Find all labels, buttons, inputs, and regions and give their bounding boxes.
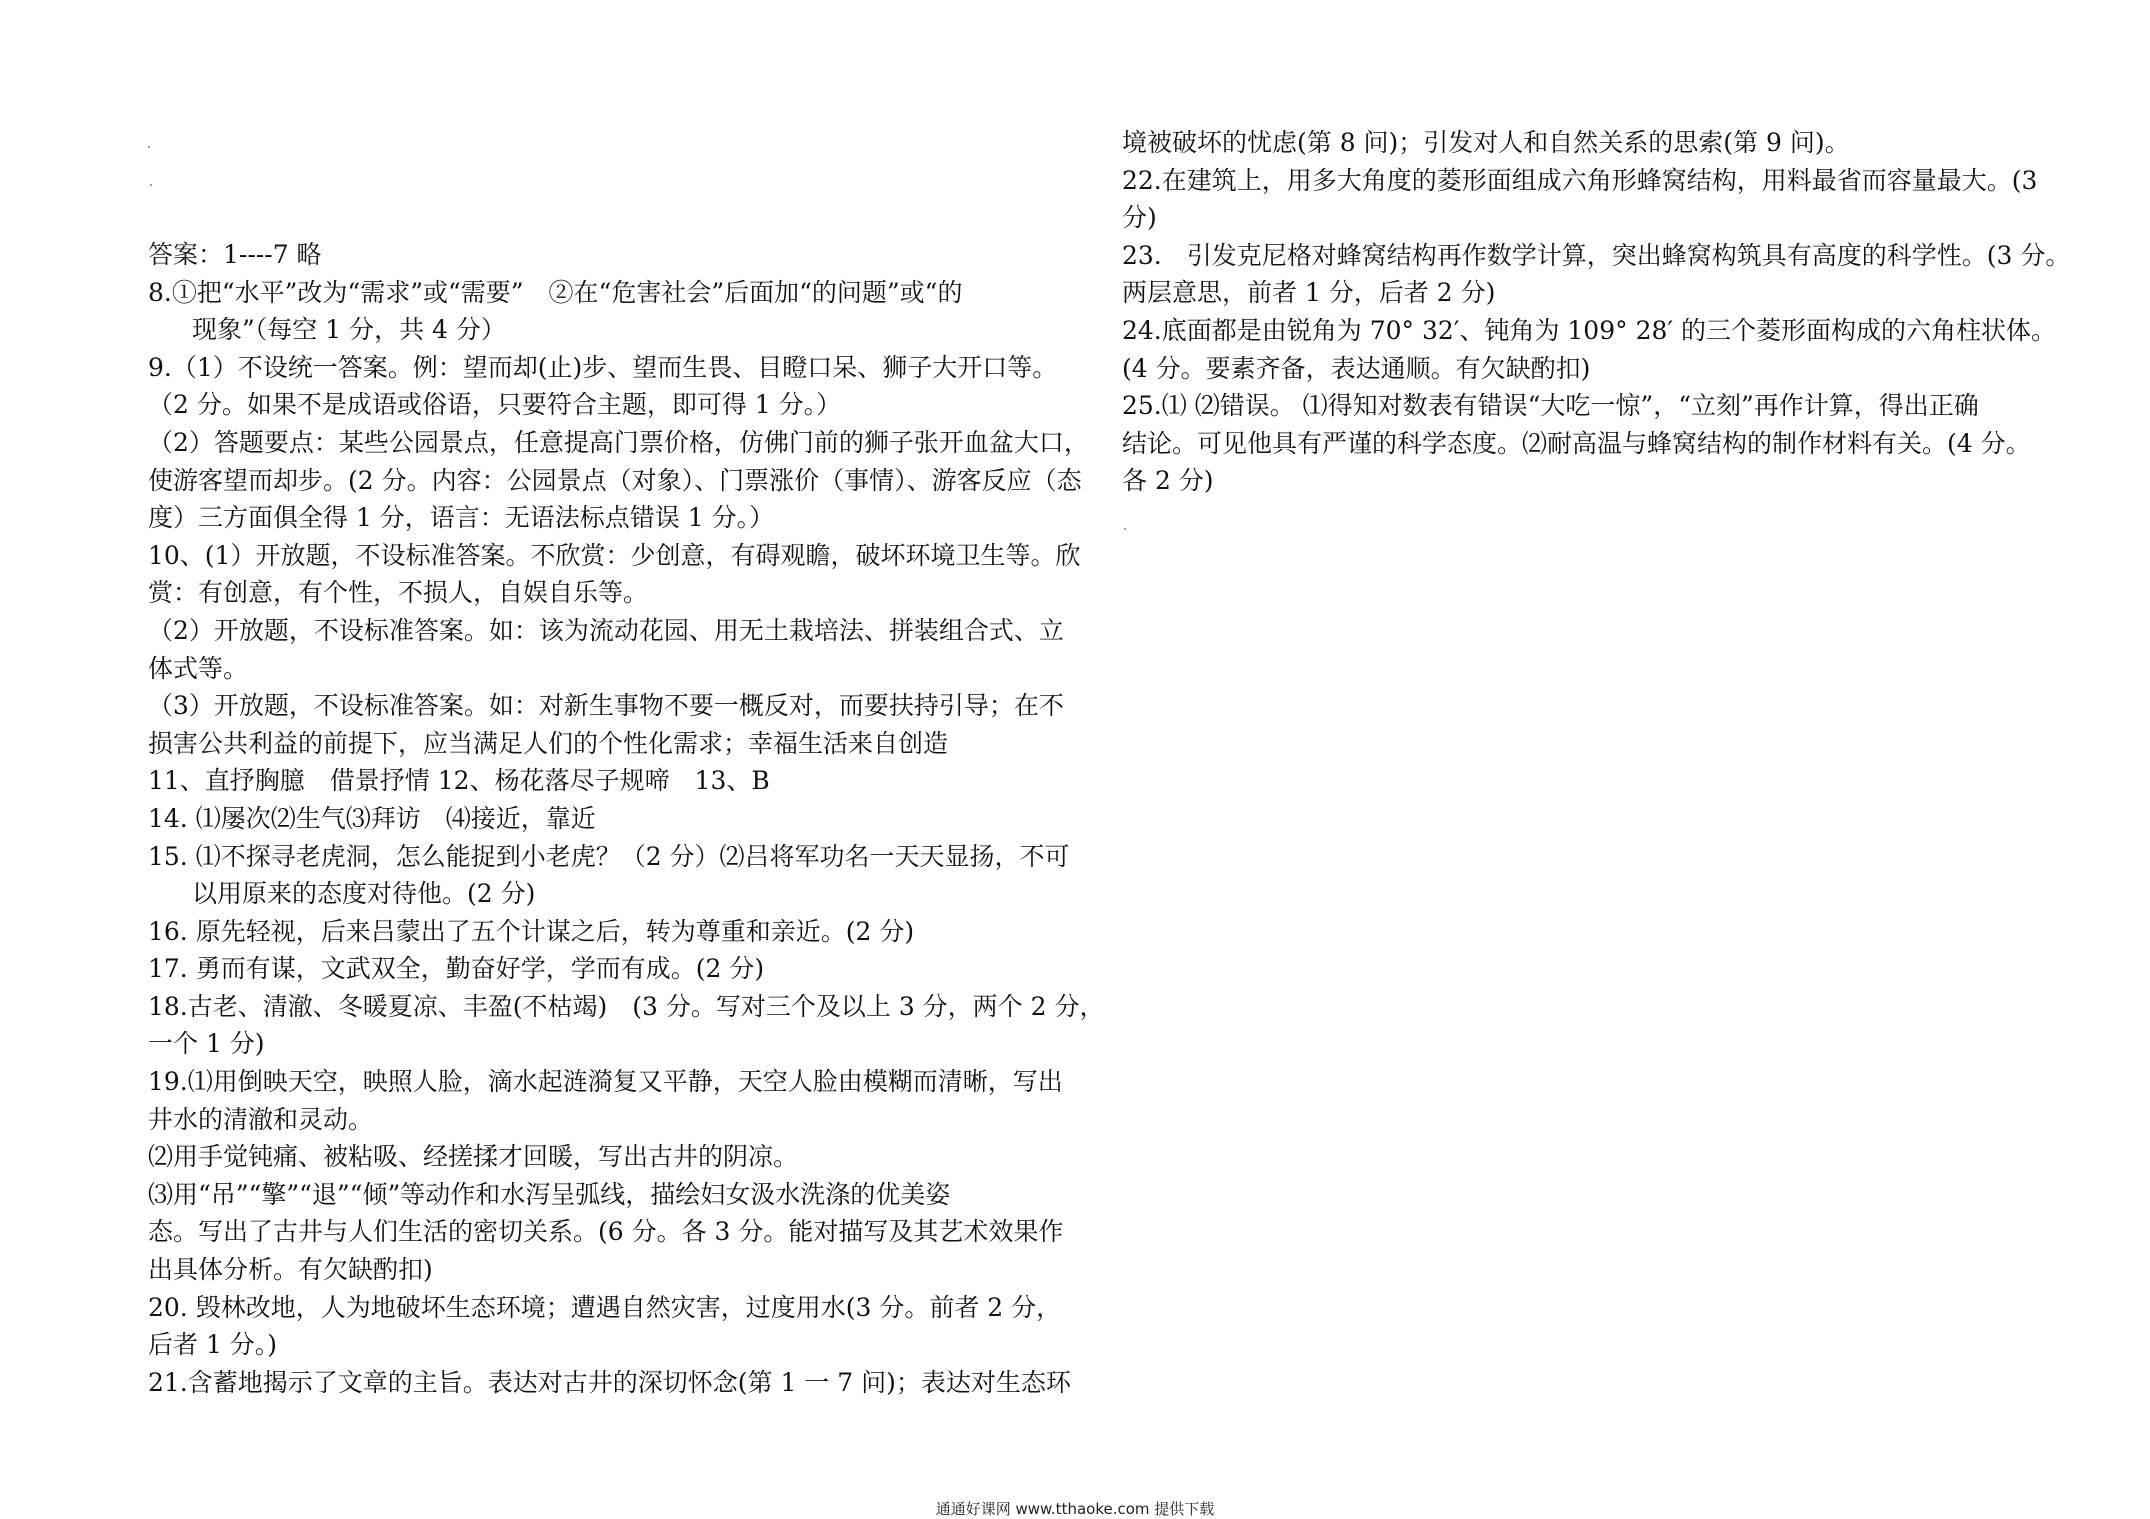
answer-line: 损害公共利益的前提下，应当满足人们的个性化需求；幸福生活来自创造 xyxy=(148,728,949,758)
answer-line: 9.（1）不设统一答案。例：望而却(止)步、望而生畏、目瞪口呆、狮子大开口等。 xyxy=(148,352,1058,382)
answer-line: 分) xyxy=(1122,203,1157,233)
answer-line: 16. 原先轻视，后来吕蒙出了五个计谋之后，转为尊重和亲近。(2 分) xyxy=(148,916,915,946)
answer-line: 17. 勇而有谋，文武双全，勤奋好学，学而有成。(2 分) xyxy=(148,954,765,984)
answer-line: 井水的清澈和灵动。 xyxy=(148,1104,374,1134)
answer-line: 出具体分析。有欠缺酌扣) xyxy=(148,1255,433,1285)
answer-line: (4 分。要素齐备，表达通顺。有欠缺酌扣) xyxy=(1122,353,1591,383)
page-footer: 通通好课网 www.tthaoke.com 提供下载 xyxy=(935,1500,1215,1518)
answer-line: 境被破坏的忧虑(第 8 问)；引发对人和自然关系的思索(第 9 问)。 xyxy=(1122,128,1850,157)
answer-line: 14. ⑴屡次⑵生气⑶拜访 ⑷接近，靠近 xyxy=(148,803,596,833)
answer-line: 以用原来的态度对待他。(2 分) xyxy=(192,879,536,909)
answer-line: （2 分。如果不是成语或俗语，只要符合主题，即可得 1 分。） xyxy=(148,390,842,420)
answer-line: ⑶用“吊”“擎”“退”“倾”等动作和水泻呈弧线，描绘妇女汲水洗涤的优美姿 xyxy=(148,1179,951,1209)
answer-line: 度）三方面俱全得 1 分，语言：无语法标点错误 1 分。） xyxy=(148,503,775,533)
answer-line: 体式等。 xyxy=(148,653,249,683)
answer-line: 使游客望而却步。(2 分。内容：公园景点（对象）、门票涨价（事情）、游客反应（态 xyxy=(148,465,1082,495)
scan-speck xyxy=(148,146,150,148)
scan-speck xyxy=(1124,528,1126,530)
answer-line: 22.在建筑上，用多大角度的菱形面组成六角形蜂窝结构，用料最省而容量最大。(3 xyxy=(1122,165,2038,195)
answer-line: 结论。可见他具有严谨的科学态度。⑵耐高温与蜂窝结构的制作材料有关。(4 分。 xyxy=(1122,428,2031,458)
answer-line: 21.含蓄地揭示了文章的主旨。表达对古井的深切怀念(第 1 一 7 问)；表达对生态环 xyxy=(148,1367,1071,1397)
answer-line: 8.①把“水平”改为“需求”或“需要” ②在“危害社会”后面加“的问题”或“的 xyxy=(148,277,963,307)
answer-line: （2）答题要点：某些公园景点，任意提高门票价格，仿佛门前的狮子张开血盆大口， xyxy=(148,427,1089,457)
answer-line: 15. ⑴不探寻老虎洞，怎么能捉到小老虎？（2 分）⑵吕将军功名一天天显扬，不可 xyxy=(148,841,1070,871)
answer-column-right xyxy=(1122,124,2071,500)
answer-line: 两层意思，前者 1 分，后者 2 分) xyxy=(1122,278,1496,308)
answer-line: 各 2 分) xyxy=(1122,466,1214,496)
answer-line: （2）开放题，不设标准答案。如：该为流动花园、用无土栽培法、拼装组合式、立 xyxy=(148,615,1064,645)
answer-line: 11、直抒胸臆 借景抒情 12、杨花落尽子规啼 13、B xyxy=(148,766,770,796)
answer-line: 10、(1）开放题，不设标准答案。不欣赏：少创意，有碍观瞻，破坏环境卫生等。欣 xyxy=(148,540,1081,570)
answer-line: 24.底面都是由锐角为 70° 32′、钝角为 109° 28′ 的三个菱形面构成的六角柱状体。 xyxy=(1122,315,2056,345)
answer-line: 赏：有创意，有个性，不损人，自娱自乐等。 xyxy=(148,578,649,608)
scan-speck xyxy=(150,184,152,186)
answer-line: 态。写出了古井与人们生活的密切关系。(6 分。各 3 分。能对描写及其艺术效果作 xyxy=(148,1217,1064,1247)
answer-line: 一个 1 分) xyxy=(148,1029,265,1059)
answer-line: ⑵用手觉钝痛、被粘吸、经搓揉才回暖，写出古井的阴凉。 xyxy=(148,1142,799,1172)
answer-line: 答案：1----7 略 xyxy=(148,240,322,269)
answer-line: 20. 毁林改地，人为地破坏生态环境；遭遇自然灾害，过度用水(3 分。前者 2 分， xyxy=(148,1292,1062,1322)
answer-line: 25.⑴ ⑵错误。 ⑴得知对数表有错误“大吃一惊”，“立刻”再作计算，得出正确 xyxy=(1122,391,1979,421)
answer-line: 18.古老、清澈、冬暖夏凉、丰盈(不枯竭) (3 分。写对三个及以上 3 分，两个 2 分， xyxy=(148,991,1105,1021)
answer-line: 23. 引发克尼格对蜂窝结构再作数学计算，突出蜂窝构筑具有高度的科学性。(3 分。 xyxy=(1122,240,2071,270)
answer-line: （3）开放题，不设标准答案。如：对新生事物不要一概反对，而要扶持引导；在不 xyxy=(148,691,1064,721)
answer-line: 后者 1 分。) xyxy=(148,1330,278,1360)
answer-column-left xyxy=(148,236,1105,1401)
answer-line: 现象”（每空 1 分，共 4 分） xyxy=(192,315,506,345)
answer-line: 19.⑴用倒映天空，映照人脸，滴水起涟漪复又平静，天空人脸由模糊而清晰，写出 xyxy=(148,1067,1063,1097)
